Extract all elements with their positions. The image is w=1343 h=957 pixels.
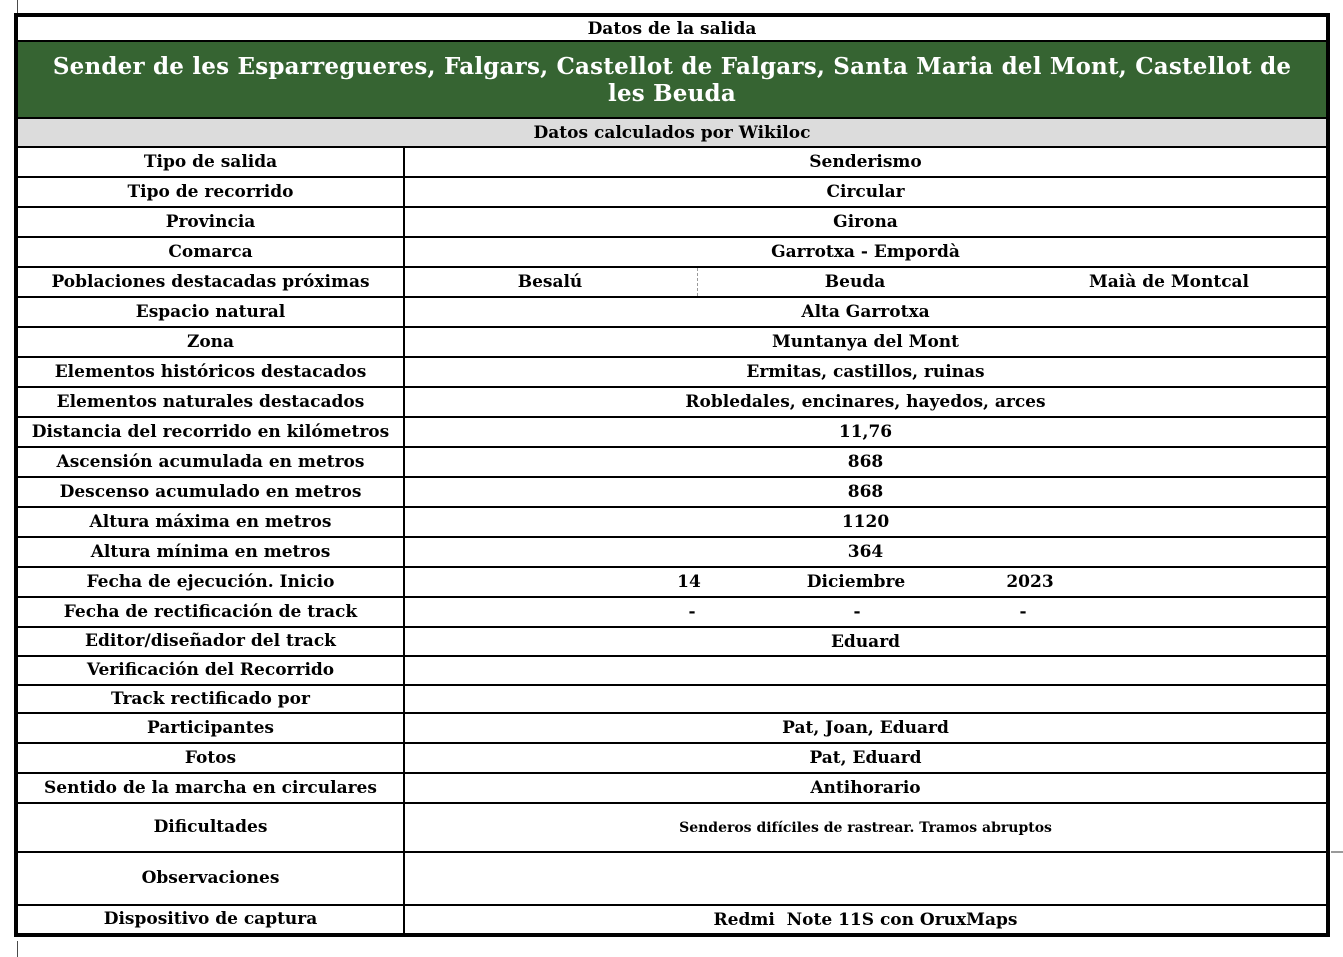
row-label: Fecha de rectificación de track [18,598,405,626]
table-row [18,328,1326,358]
table-row [18,657,1326,686]
table-row [18,598,1326,628]
row-value: 868 [847,452,884,472]
row-value-part: - [853,602,861,622]
row-label: Editor/diseñador del track [18,628,405,655]
row-value-part: Besalú [517,272,583,292]
table-row [18,238,1326,268]
row-value: Girona [833,212,898,232]
row-label: Verificación del Recorrido [18,657,405,684]
row-value: Garrotxa - Empordà [771,242,960,262]
table-row [18,418,1326,448]
table-row [18,714,1326,744]
row-value [405,268,1326,296]
row-label: Fecha de ejecución. Inicio [18,568,405,596]
row-label: Track rectificado por [18,686,405,712]
table-row [18,686,1326,714]
table-row [18,208,1326,238]
dashed-cell-divider [697,268,698,296]
table-row [18,268,1326,298]
table-row [18,148,1326,178]
row-label: Elementos naturales destacados [18,388,405,416]
row-value: Alta Garrotxa [801,302,930,322]
row-label: Observaciones [18,853,405,904]
row-label: Sentido de la marcha en circulares [18,774,405,802]
trip-data-table [14,13,1330,937]
row-value: Robledales, encinares, hayedos, arces [685,392,1046,412]
row-value: Eduard [830,631,901,652]
row-value: 11,76 [838,422,893,442]
page-break-dash [1331,851,1343,853]
row-label: Poblaciones destacadas próximas [18,268,405,296]
row-label: Elementos históricos destacados [18,358,405,386]
row-label: Zona [18,328,405,356]
table-row [18,906,1326,933]
row-value: Senderismo [809,152,922,172]
section-header-wikiloc: Datos calculados por Wikiloc [18,119,1326,148]
row-value-part: - [688,602,696,622]
table-row [18,744,1326,774]
row-label: Tipo de recorrido [18,178,405,206]
row-value [405,853,1326,904]
table-row [18,774,1326,804]
row-value: Ermitas, castillos, ruinas [746,362,985,382]
row-label: Distancia del recorrido en kilómetros [18,418,405,446]
table-row [18,804,1326,853]
row-label: Participantes [18,714,405,742]
row-value: Pat, Eduard [809,748,922,768]
row-label: Descenso acumulado en metros [18,478,405,506]
row-label: Dificultades [18,804,405,851]
row-value: 1120 [841,512,890,532]
row-label: Ascensión acumulada en metros [18,448,405,476]
row-value-part: 14 [677,572,701,592]
row-value-part: - [1019,602,1027,622]
table-row [18,508,1326,538]
row-value-part: Maià de Montcal [1088,272,1250,292]
table-row [18,298,1326,328]
row-value: Antihorario [810,778,921,798]
table-row [18,478,1326,508]
row-value: Pat, Joan, Eduard [782,718,949,738]
row-label: Comarca [18,238,405,266]
row-value-part: 2023 [1006,572,1054,592]
table-row [18,178,1326,208]
row-label: Fotos [18,744,405,772]
table-row [18,448,1326,478]
sheet-gridline-top [17,0,18,13]
row-label: Dispositivo de captura [18,906,405,933]
row-value [405,657,1326,684]
row-label: Tipo de salida [18,148,405,176]
row-value [405,568,1326,596]
row-value: 364 [847,542,884,562]
row-value: Muntanya del Mont [771,332,960,352]
row-value: Circular [826,182,905,202]
route-title-banner: Sender de les Esparregueres, Falgars, Castellot de Falgars, Santa Maria del Mont, Castellot de les Beuda [18,42,1326,119]
table-row [18,853,1326,906]
row-label: Provincia [18,208,405,236]
row-value-part: Diciembre [806,572,906,592]
table-row [18,628,1326,657]
table-row [18,388,1326,418]
row-value: 868 [847,482,884,502]
row-label: Espacio natural [18,298,405,326]
table-rows [18,148,1326,933]
table-row [18,358,1326,388]
table-top-header: Datos de la salida [18,17,1326,42]
row-value [405,686,1326,712]
row-value [405,598,1326,626]
row-label: Altura máxima en metros [18,508,405,536]
row-value: Senderos difíciles de rastrear. Tramos abruptos [679,819,1052,836]
row-label: Altura mínima en metros [18,538,405,566]
table-row [18,538,1326,568]
row-value: Redmi Note 11S con OruxMaps [713,909,1018,930]
sheet-gridline-bottom [17,941,18,957]
table-row [18,568,1326,598]
row-value-part: Beuda [824,272,886,292]
